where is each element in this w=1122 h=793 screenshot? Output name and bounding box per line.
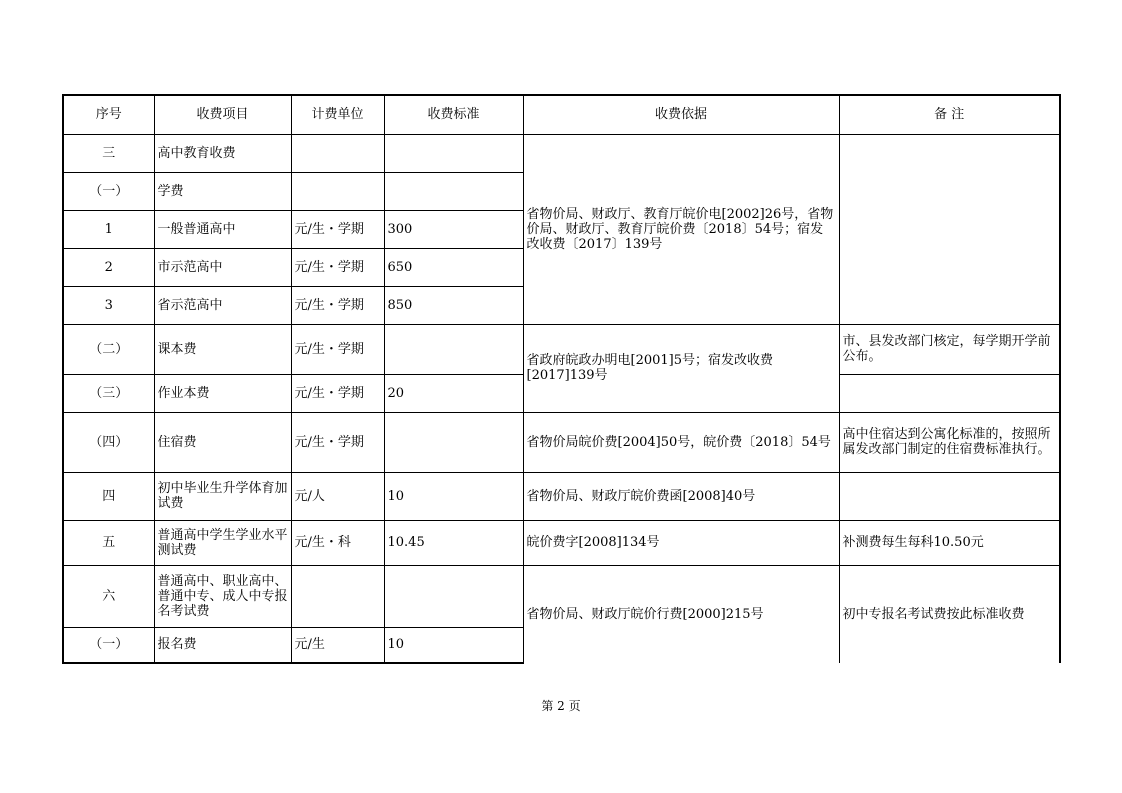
header-item: 收费项目	[154, 95, 291, 134]
basis-level-test: 皖价费字[2008]134号	[523, 520, 839, 565]
basis-pe-test: 省物价局、财政厅皖价费函[2008]40号	[523, 472, 839, 520]
row-unit: 元/生・学期	[291, 324, 384, 374]
row-standard: 10	[384, 472, 523, 520]
row-no: 1	[63, 210, 154, 248]
header-row	[63, 95, 1060, 134]
row-no: 2	[63, 248, 154, 286]
table-row	[63, 412, 1060, 472]
row-item: 学费	[154, 172, 291, 210]
remark-level-test: 补测费每生每科10.50元	[839, 520, 1060, 565]
row-no: （一）	[63, 172, 154, 210]
remark-exam: 初中专报名考试费按此标准收费	[839, 565, 1060, 663]
row-item: 高中教育收费	[154, 134, 291, 172]
row-standard	[384, 134, 523, 172]
row-standard	[384, 565, 523, 627]
row-standard	[384, 412, 523, 472]
basis-exam: 省物价局、财政厅皖价行费[2000]215号	[523, 565, 839, 663]
remark-textbook: 市、县发改部门核定，每学期开学前公布。	[839, 324, 1060, 374]
row-unit: 元/生	[291, 627, 384, 663]
row-item: 普通高中学生学业水平测试费	[154, 520, 291, 565]
fee-table	[62, 94, 1061, 664]
header-basis: 收费依据	[523, 95, 839, 134]
row-no: （四）	[63, 412, 154, 472]
header-no: 序号	[63, 95, 154, 134]
row-no: 3	[63, 286, 154, 324]
row-standard	[384, 324, 523, 374]
row-item: 课本费	[154, 324, 291, 374]
row-standard: 650	[384, 248, 523, 286]
row-unit: 元/生・科	[291, 520, 384, 565]
row-no: 四	[63, 472, 154, 520]
row-standard	[384, 172, 523, 210]
remark-tuition	[839, 134, 1060, 324]
table-row	[63, 324, 1060, 374]
row-item: 普通高中、职业高中、普通中专、成人中专报名考试费	[154, 565, 291, 627]
row-item: 初中毕业生升学体育加试费	[154, 472, 291, 520]
header-remark: 备 注	[839, 95, 1060, 134]
row-standard: 10.45	[384, 520, 523, 565]
row-item: 报名费	[154, 627, 291, 663]
table-row	[63, 472, 1060, 520]
page-number: 第 2 页	[541, 699, 581, 713]
basis-tuition: 省物价局、财政厅、教育厅皖价电[2002]26号，省物价局、财政厅、教育厅皖价费〔2018〕54号；宿发改收费〔2017〕139号	[523, 134, 839, 324]
row-no: （一）	[63, 627, 154, 663]
row-item: 作业本费	[154, 374, 291, 412]
remark-workbook	[839, 374, 1060, 412]
table-row	[63, 565, 1060, 627]
row-standard: 10	[384, 627, 523, 663]
row-unit: 元/生・学期	[291, 248, 384, 286]
row-unit	[291, 172, 384, 210]
remark-dorm: 高中住宿达到公寓化标准的，按照所属发改部门制定的住宿费标准执行。	[839, 412, 1060, 472]
remark-pe-test	[839, 472, 1060, 520]
table-row	[63, 134, 1060, 172]
row-item: 市示范高中	[154, 248, 291, 286]
row-unit	[291, 565, 384, 627]
table-row	[63, 520, 1060, 565]
basis-textbook: 省政府皖政办明电[2001]5号；宿发改收费[2017]139号	[523, 324, 839, 412]
row-unit	[291, 134, 384, 172]
row-standard: 20	[384, 374, 523, 412]
row-no: （三）	[63, 374, 154, 412]
row-unit: 元/生・学期	[291, 286, 384, 324]
basis-dorm: 省物价局皖价费[2004]50号，皖价费〔2018〕54号	[523, 412, 839, 472]
row-no: （二）	[63, 324, 154, 374]
row-unit: 元/生・学期	[291, 210, 384, 248]
row-unit: 元/生・学期	[291, 412, 384, 472]
row-standard: 850	[384, 286, 523, 324]
row-item: 省示范高中	[154, 286, 291, 324]
header-standard: 收费标准	[384, 95, 523, 134]
row-no: 六	[63, 565, 154, 627]
row-item: 住宿费	[154, 412, 291, 472]
row-unit: 元/人	[291, 472, 384, 520]
header-unit: 计费单位	[291, 95, 384, 134]
row-no: 五	[63, 520, 154, 565]
row-unit: 元/生・学期	[291, 374, 384, 412]
row-item: 一般普通高中	[154, 210, 291, 248]
row-no: 三	[63, 134, 154, 172]
row-standard: 300	[384, 210, 523, 248]
